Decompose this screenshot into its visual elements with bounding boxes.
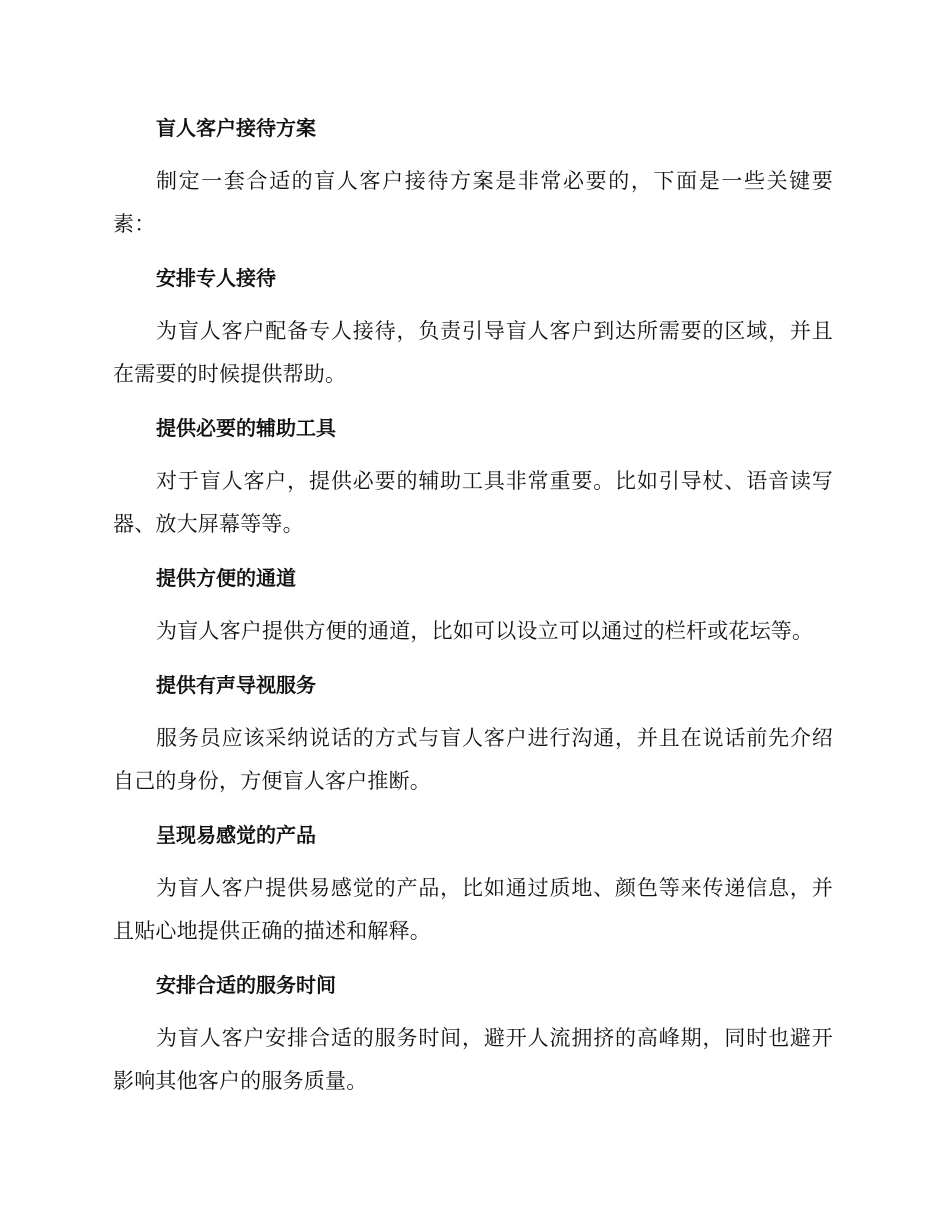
section-products: [113, 815, 833, 953]
section-body: 为盲人客户配备专人接待，负责引导盲人客户到达所需要的区域，并且在需要的时候提供帮助。: [113, 319, 833, 386]
intro-paragraph: 制定一套合适的盲人客户接待方案是非常必要的，下面是一些关键要素：: [113, 169, 833, 236]
section-heading: 提供必要的辅助工具: [156, 416, 336, 440]
document-title: 盲人客户接待方案: [156, 116, 316, 140]
section-body: 对于盲人客户，提供必要的辅助工具非常重要。比如引导杖、语音读写器、放大屏幕等等。: [113, 469, 833, 536]
section-tools: [113, 408, 833, 546]
section-heading: 安排专人接待: [156, 266, 276, 290]
section-body: 为盲人客户提供方便的通道，比如可以设立可以通过的栏杆或花坛等。: [156, 619, 814, 643]
section-heading: 安排合适的服务时间: [156, 973, 336, 997]
section-passage: [113, 558, 833, 653]
section-body: 服务员应该采纳说话的方式与盲人客户进行沟通，并且在说话前先介绍自己的身份，方便盲人客户推断。: [113, 726, 833, 793]
document-content: [113, 108, 833, 1115]
section-heading: 呈现易感觉的产品: [156, 823, 316, 847]
section-body: 为盲人客户安排合适的服务时间，避开人流拥挤的高峰期，同时也避开影响其他客户的服务质量。: [113, 1026, 833, 1093]
section-heading: 提供有声导视服务: [156, 673, 316, 697]
section-service-time: [113, 965, 833, 1103]
section-reception: [113, 258, 833, 396]
section-heading: 提供方便的通道: [156, 566, 296, 590]
section-body: 为盲人客户提供易感觉的产品，比如通过质地、颜色等来传递信息，并且贴心地提供正确的描述和解释。: [113, 876, 833, 943]
section-audio-guide: [113, 665, 833, 803]
